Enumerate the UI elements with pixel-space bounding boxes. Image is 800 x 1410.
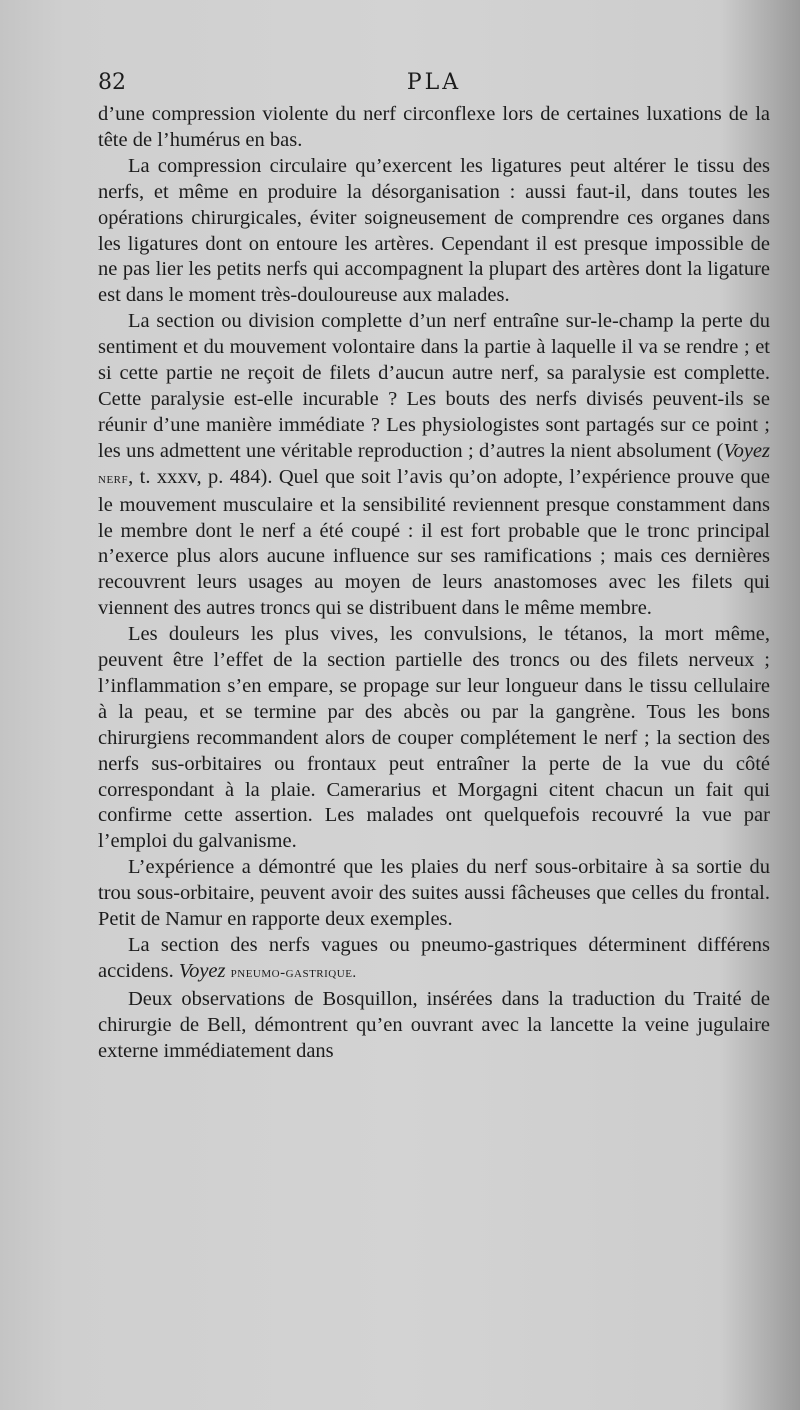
voyez-reference: Voyez (723, 439, 770, 462)
paragraph-5: L’expérience a démontré que les plaies du nerf sous-orbitaire à sa sortie du trou sous-orbitaire, peuvent avoir des suites aussi fâcheuses que celles du frontal. Petit de Namur en rapporte deux exemples. (98, 856, 770, 931)
paragraph-6-text: La section des nerfs vagues ou pneumo-gastriques déterminent différens accidens. (98, 934, 770, 982)
paragraph-3-text-a: La section ou division complette d’un nerf entraîne sur-le-champ la perte du sentiment et du mouvement volontaire dans la partie à laquelle il va se rendre ; et si cette partie ne reçoit de filets d’aucun autre nerf, sa paralysie est complette. Cette paralysie est-elle incurable ? Les bouts des nerfs divisés peuvent-ils se réunir d’une manière immédiate ? Les physiologistes sont partagés sur ce point ; les uns admettent une véritable reproduction ; d’autres la nient absolument ( (98, 310, 770, 462)
paragraph-4: Les douleurs les plus vives, les convulsions, le tétanos, la mort même, peuvent être l’effet de la section partielle des troncs ou des filets nerveux ; l’inflammation s’en empare, se propage sur leur longueur dans le tissu cellulaire à la peau, et se termine par des abcès ou par la gangrène. Tous les bons chirurgiens recommandent alors de couper complétement le nerf ; la section des nerfs sus-orbitaires ou frontaux peut entraîner la perte de la vue du côté correspondant à la plaie. Camerarius et Morgagni citent chacun un fait qui confirme cette assertion. Les malades ont quelquefois recouvré la vue par l’emploi du galvanisme. (98, 623, 770, 853)
paragraph-3-text-b: , t. xxxv, p. 484). Quel que soit l’avis qu’on adopte, l’expérience prouve que le mouvement musculaire et la sensibilité reviennent presque constamment dans le membre dont le nerf a été coupé : il est fort probable que le tronc principal n’exerce plus alors aucune influence sur ses ramifications ; mais ces dernières recouvrent leurs usages au moyen de leurs anastomoses avec les filets qui viennent des autres troncs qui se distribuent dans le même membre. (98, 465, 770, 620)
page-header (98, 70, 770, 100)
paragraph-2: La compression circulaire qu’exercent les ligatures peut altérer le tissu des nerfs, et même en produire la désorganisation : aussi faut-il, dans toutes les opérations chirurgicales, éviter soigneusement de comprendre ces organes dans les ligatures dont on entoure les artères. Cependant il est presque impossible de ne pas lier les petits nerfs qui accompagnent la plupart des artères dont la ligature est dans le moment très-douloureuse aux malades. (98, 154, 770, 307)
body-text (98, 102, 770, 1065)
cross-reference: pneumo-gastrique. (230, 964, 357, 981)
voyez-reference: Voyez (178, 959, 226, 982)
paragraph-6 (98, 933, 770, 987)
running-head: PLA (406, 70, 462, 95)
paragraph-7: Deux observations de Bosquillon, insérées dans la traduction du Traité de chirurgie de Bell, démontrent qu’en ouvrant avec la lancette la veine jugulaire externe immédiatement dans (98, 987, 770, 1062)
paragraph-3 (98, 309, 770, 622)
cross-reference: nerf (98, 470, 129, 487)
paragraph-1: d’une compression violente du nerf circonflexe lors de certaines luxations de la tête de l’humérus en bas. (98, 103, 770, 151)
page-number: 82 (98, 70, 126, 95)
